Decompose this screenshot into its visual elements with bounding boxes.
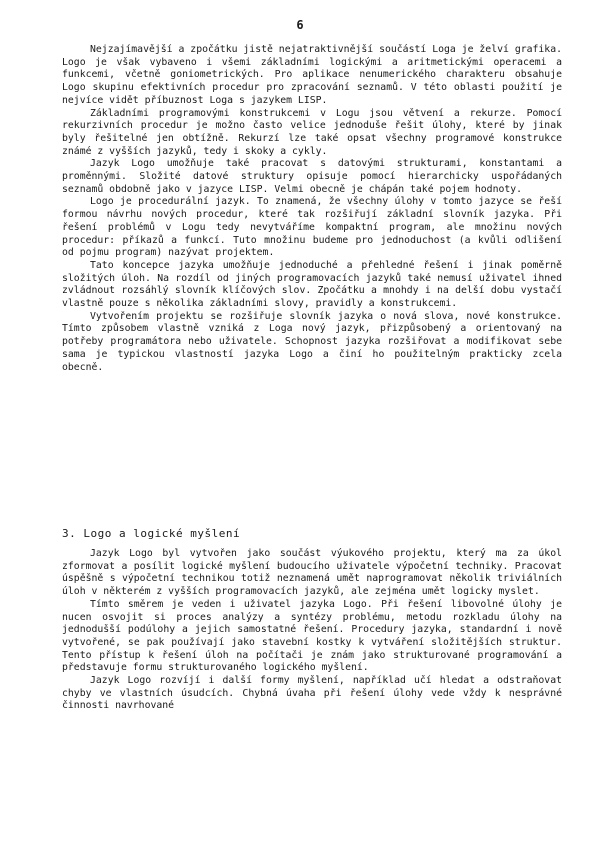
paragraph-educational-project: Jazyk Logo byl vytvořen jako součást výukového projektu, který ma za úkol zformovat a posílit logické myšlení budoucího uživatele výpočetní techniky. Pracovat úspěšně s výpočetní technikou totiž neznamená umět naprogramovat několik triviálních úloh v některém z vyšších programovacích jazyků, ale zejména umět logicky myslet. xyxy=(62,548,562,598)
paragraph-branching-recursion: Základními programovými konstrukcemi v Logu jsou větvení a rekurze. Pomocí rekurzivních procedur je možno často velice jednoduše řešit úlohy, které by jinak byly řešitelné jen obtížně. Rekurzí lze také opsat všechny programové konstrukce známé z vyšších jazyků, tedy i skoky a cykly. xyxy=(62,107,562,157)
paragraph-project-extension: Vytvořením projektu se rozšiřuje slovník jazyka o nová slova, nové konstrukce. Tímto způsobem vlastně vzniká z Loga nový jazyk, přizpůsobený a orientovaný na potřeby programátora nebo uživatele. Schopnost jazyka rozšiřovat a modifikovat sebe sama je typickou vlastností jazyka Logo a činí ho použitelným prakticky zcela obecně. xyxy=(62,310,562,373)
section-1-body xyxy=(62,44,562,374)
paragraph-turtle-graphics: Nejzajímavější a zpočátku jistě nejatraktivnější součástí Loga je želví grafika. Logo je však vybaveno i všemi základními logickými a aritmetickými operacemi a funkcemi, včetně goniometrických. Pro aplikace nenumerického charakteru obsahuje Logo skupinu efektivních procedur pro zpracování seznamů. V této oblasti použití je nejvíce vidět příbuznost Loga s jazykem LISP. xyxy=(62,44,562,106)
paragraph-error-finding: Jazyk Logo rozvíjí i další formy myšlení, například učí hledat a odstraňovat chyby ve vlastních úsudcích. Chybná úvaha při řešení úlohy vede vždy k nesprávné činnosti navrhované xyxy=(62,675,562,712)
section-heading: 3. Logo a logické myšlení xyxy=(62,527,241,540)
paragraph-procedural-language: Logo je procedurální jazyk. To znamená, že všechny úlohy v tomto jazyce se řeší formou návrhu nových procedur, které tak rozšiřují základní slovník jazyka. Při řešení problémů v Logu tedy nevytváříme kompaktní program, ale množinu nových procedur: příkazů a funkcí. Tuto množinu budeme pro jednoduchost (a kvůli odlišení od pojmu program) nazývat projektem. xyxy=(62,196,562,259)
paragraph-structured-programming: Tímto směrem je veden i uživatel jazyka Logo. Při řešení libovolné úlohy je nucen osvojit si proces analýzy a syntézy problému, metodu rozkladu úlohy na jednodušší podúlohy a jejich samostatné řešení. Procedury jazyka, standardní i nově vytvořené, se pak používají jako stavební kostky k vytváření složitějších struktur. Tento přístup k řešení úloh na počítači je znám jako strukturované programování a představuje formu strukturovaného logického myšlení. xyxy=(62,598,562,674)
section-2-body xyxy=(62,548,562,713)
paragraph-concept: Tato koncepce jazyka umožňuje jednoduché a přehledné řešení i jinak poměrně složitých úloh. Na rozdíl od jiných programovacích jazyků také nemusí uživatel ihned zvládnout rozsáhlý slovník klíčových slov. Zpočátku a mnohdy i na delší dobu vystačí vlastně pouze s několika základními slovy, pravidly a konstrukcemi. xyxy=(62,259,562,310)
paragraph-data-structures: Jazyk Logo umožňuje také pracovat s datovými strukturami, konstantami a proměnnými. Složité datové struktury opisuje pomocí hierarchicky uspořádaných seznamů obdobně jako v jazyce LISP. Velmi obecně je chápán také pojem hodnoty. xyxy=(62,158,562,195)
page-number: 6 xyxy=(296,18,304,32)
